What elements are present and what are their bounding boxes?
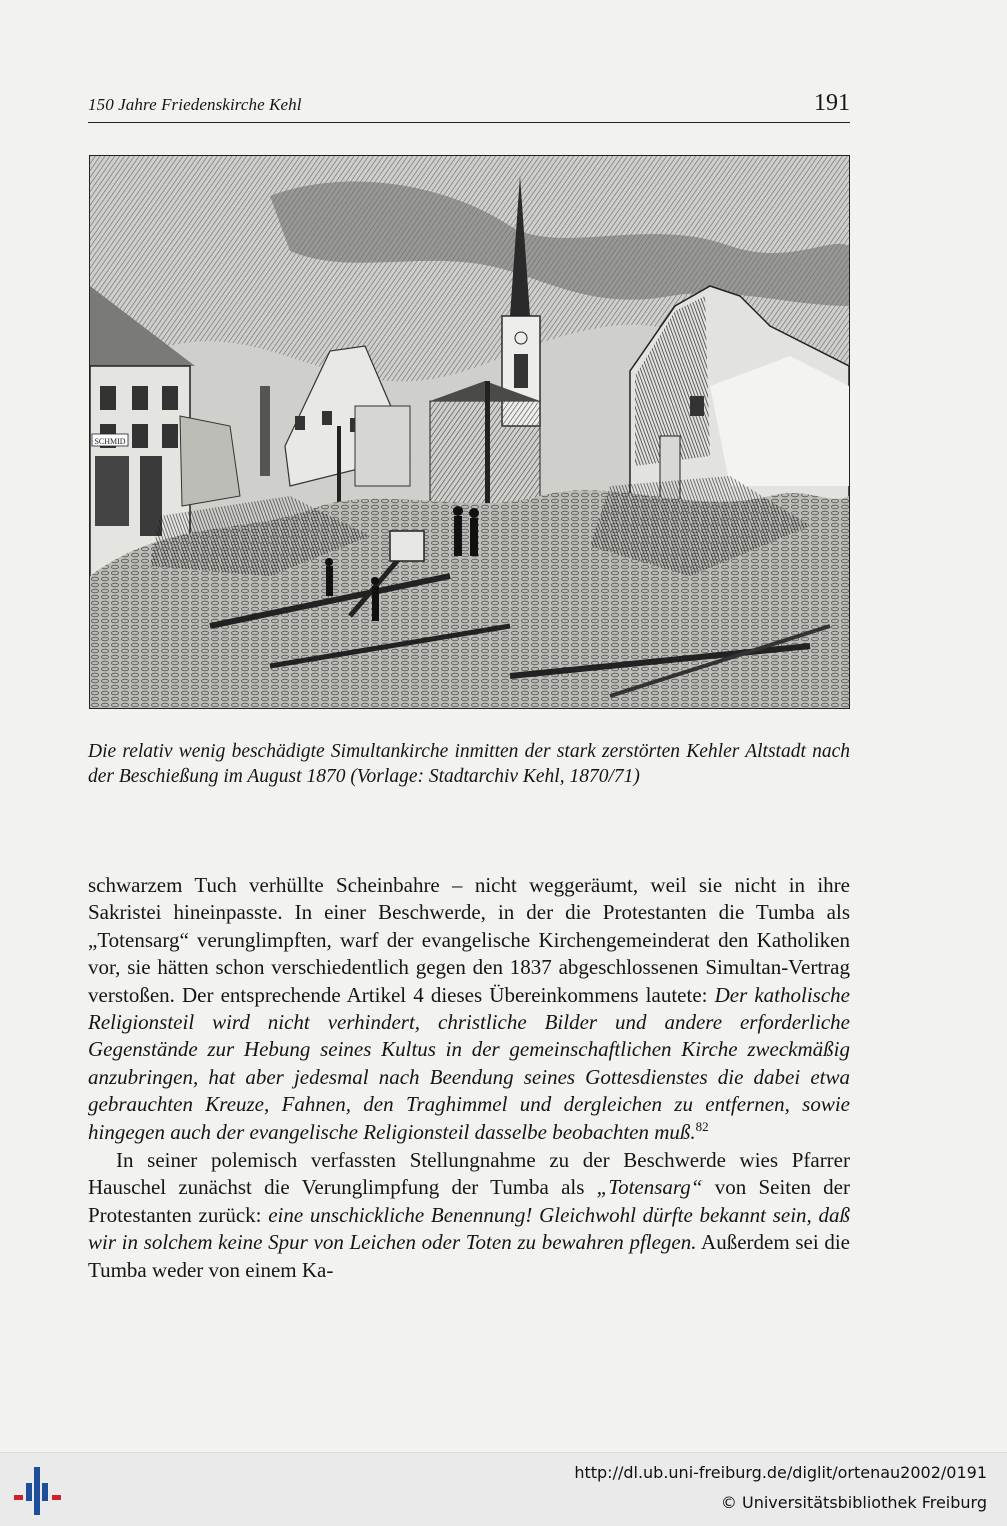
ub-freiburg-logo-icon [12, 1465, 64, 1517]
paragraph-2-text-a: In seiner polemisch verfassten Stellungnahme zu der Beschwerde wies Pfarrer Hauschel zunächst die Verunglimpfung der Tumba als [88, 1148, 850, 1200]
shop-sign: SCHMID [94, 437, 126, 446]
engraving-illustration [89, 155, 850, 709]
figure-caption: Die relativ wenig beschädigte Simultankirche inmitten der stark zerstörten Kehler Altstadt nach der Beschießung im August 1870 (Vorlage: Stadtarchiv Kehl, 1870/71) [88, 741, 850, 787]
hauschel-quote: eine unschickliche Benennung! Gleichwohl dürfte bekannt sein, daß wir in solchem keine Spur von Leichen oder Toten zu bewahren pflegen. [88, 1202, 850, 1255]
totensarg-quote: „Totensarg“ [596, 1175, 703, 1200]
paragraph-2-text-c: Außerdem sei die Tumba weder von einem Ka- [88, 1230, 850, 1282]
page-number: 191 [814, 90, 850, 116]
paragraph-2-text-b: von Seiten der Protestanten zurück: [88, 1175, 850, 1227]
paragraph-1-text: schwarzem Tuch verhüllte Scheinbahre – nicht weggeräumt, weil sie nicht in ihre Sakristei hineinpasste. In einer Beschwerde, in der die Protestanten die Tumba als „Totensarg“ verunglimpften, warf der evangelische Kirchengemeinderat den Katholiken vor, sie hätten schon verschiedentlich gegen den 1837 abgeschlossenen Simultan-Vertrag verstoßen. Der entsprechende Artikel 4 dieses Übereinkommens lautete: [88, 873, 850, 1007]
running-title: 150 Jahre Friedenskirche Kehl [88, 95, 302, 114]
paragraph-1 [88, 872, 850, 1146]
body-text [88, 872, 850, 1284]
treaty-quote: Der katholische Religionsteil wird nicht verhindert, christliche Bilder und andere erforderliche Gegenstände zur Hebung seines Kultus in der gemeinschaftlichen Kirche zweckmäßig anzubringen, hat aber jedesmal nach Beendung seines Gottesdienstes die dabei etwa gebrauchten Kreuze, Fahnen, den Traghimmel und dergleichen zu entfernen, sowie hingegen auch der evangelische Religionsteil dasselbe beobachten muß. [88, 982, 850, 1144]
running-head [88, 92, 850, 123]
paragraph-2 [88, 1147, 850, 1284]
footnote-ref: 82 [695, 1118, 709, 1134]
footer-bar [0, 1452, 1007, 1526]
permalink-url[interactable]: http://dl.ub.uni-freiburg.de/diglit/ortenau2002/0191 [574, 1463, 987, 1482]
copyright-notice: © Universitätsbibliothek Freiburg [720, 1493, 987, 1512]
